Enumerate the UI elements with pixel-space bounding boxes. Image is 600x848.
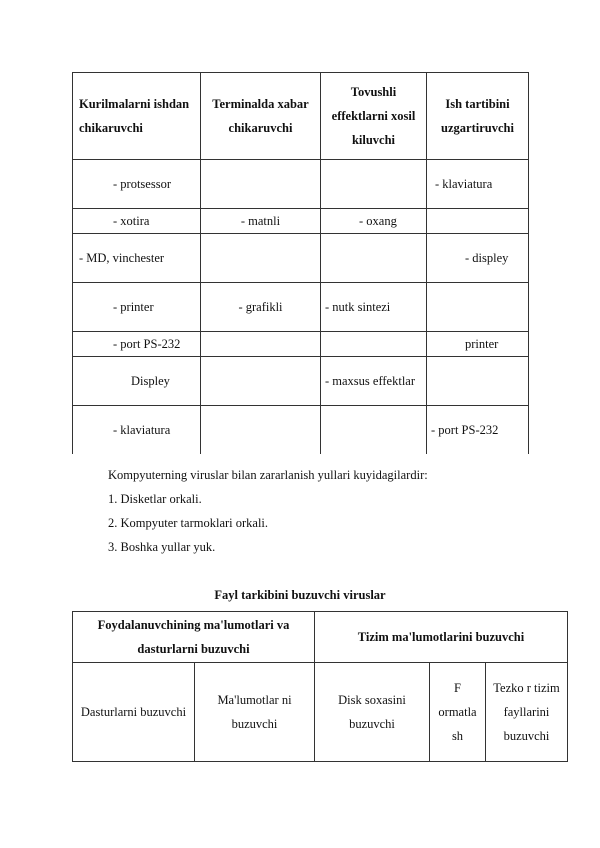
table-row — [73, 234, 529, 283]
table-cell: Displey — [73, 357, 201, 406]
table-cell: - klaviatura — [427, 160, 529, 209]
table-cell: - matnli — [201, 209, 321, 234]
list-item: 3. Boshka yullar yuk. — [108, 540, 216, 554]
header-cell: Tovushli effektlarni xosil kiluvchi — [321, 73, 427, 160]
table-cell: - port PS-232 — [73, 332, 201, 357]
table-row — [73, 209, 529, 234]
sub-header: Ma'lumotlar ni buzuvchi — [195, 663, 315, 762]
table-row — [73, 406, 529, 455]
table-cell: - xotira — [73, 209, 201, 234]
table-cell: - oxang — [321, 209, 427, 234]
list-item: 2. Kompyuter tarmoklari orkali. — [108, 516, 269, 530]
table-cell — [201, 332, 321, 357]
table-row — [73, 160, 529, 209]
table-cell: - klaviatura — [73, 406, 201, 455]
table-cell: - port PS-232 — [427, 406, 529, 455]
table-cell — [321, 160, 427, 209]
table-cell — [427, 283, 529, 332]
table-cell: - displey — [427, 234, 529, 283]
list-item: 1. Disketlar orkali. — [108, 492, 202, 506]
header-cell: Ish tartibini uzgartiruvchi — [427, 73, 529, 160]
table-cell: - maxsus effektlar — [321, 357, 427, 406]
group-header: Foydalanuvchining ma'lumotlari va dasturlarni buzuvchi — [73, 612, 315, 663]
sub-header: F ormatla sh — [430, 663, 486, 762]
table-cell: - nutk sintezi — [321, 283, 427, 332]
virus-types-table — [72, 72, 529, 454]
table-cell — [201, 357, 321, 406]
group-header: Tizim ma'lumotlarini buzuvchi — [315, 612, 568, 663]
table-row — [73, 332, 529, 357]
sub-header: Disk soxasini buzuvchi — [315, 663, 430, 762]
table-row — [73, 283, 529, 332]
table-cell — [201, 406, 321, 455]
table-cell: - MD, vinchester — [73, 234, 201, 283]
table-cell — [201, 234, 321, 283]
sub-header: Dasturlarni buzuvchi — [73, 663, 195, 762]
header-cell: Terminalda xabar chikaruvchi — [201, 73, 321, 160]
table-title: Fayl tarkibini buzuvchi viruslar — [214, 588, 386, 602]
table-cell — [321, 234, 427, 283]
header-cell: Kurilmalarni ishdan chikaruvchi — [73, 73, 201, 160]
table-cell: - grafikli — [201, 283, 321, 332]
table-cell — [321, 406, 427, 455]
paragraph: Kompyuterning viruslar bilan zararlanish yullari kuyidagilardir: — [108, 468, 428, 482]
table-cell: printer — [427, 332, 529, 357]
table-cell — [201, 160, 321, 209]
file-virus-table — [72, 611, 568, 762]
table-cell: - printer — [73, 283, 201, 332]
sub-header: Tezko r tizim fayllarini buzuvchi — [486, 663, 568, 762]
table-row — [73, 357, 529, 406]
table-cell — [427, 209, 529, 234]
table-cell — [427, 357, 529, 406]
table-cell — [321, 332, 427, 357]
table-cell: - protsessor — [73, 160, 201, 209]
